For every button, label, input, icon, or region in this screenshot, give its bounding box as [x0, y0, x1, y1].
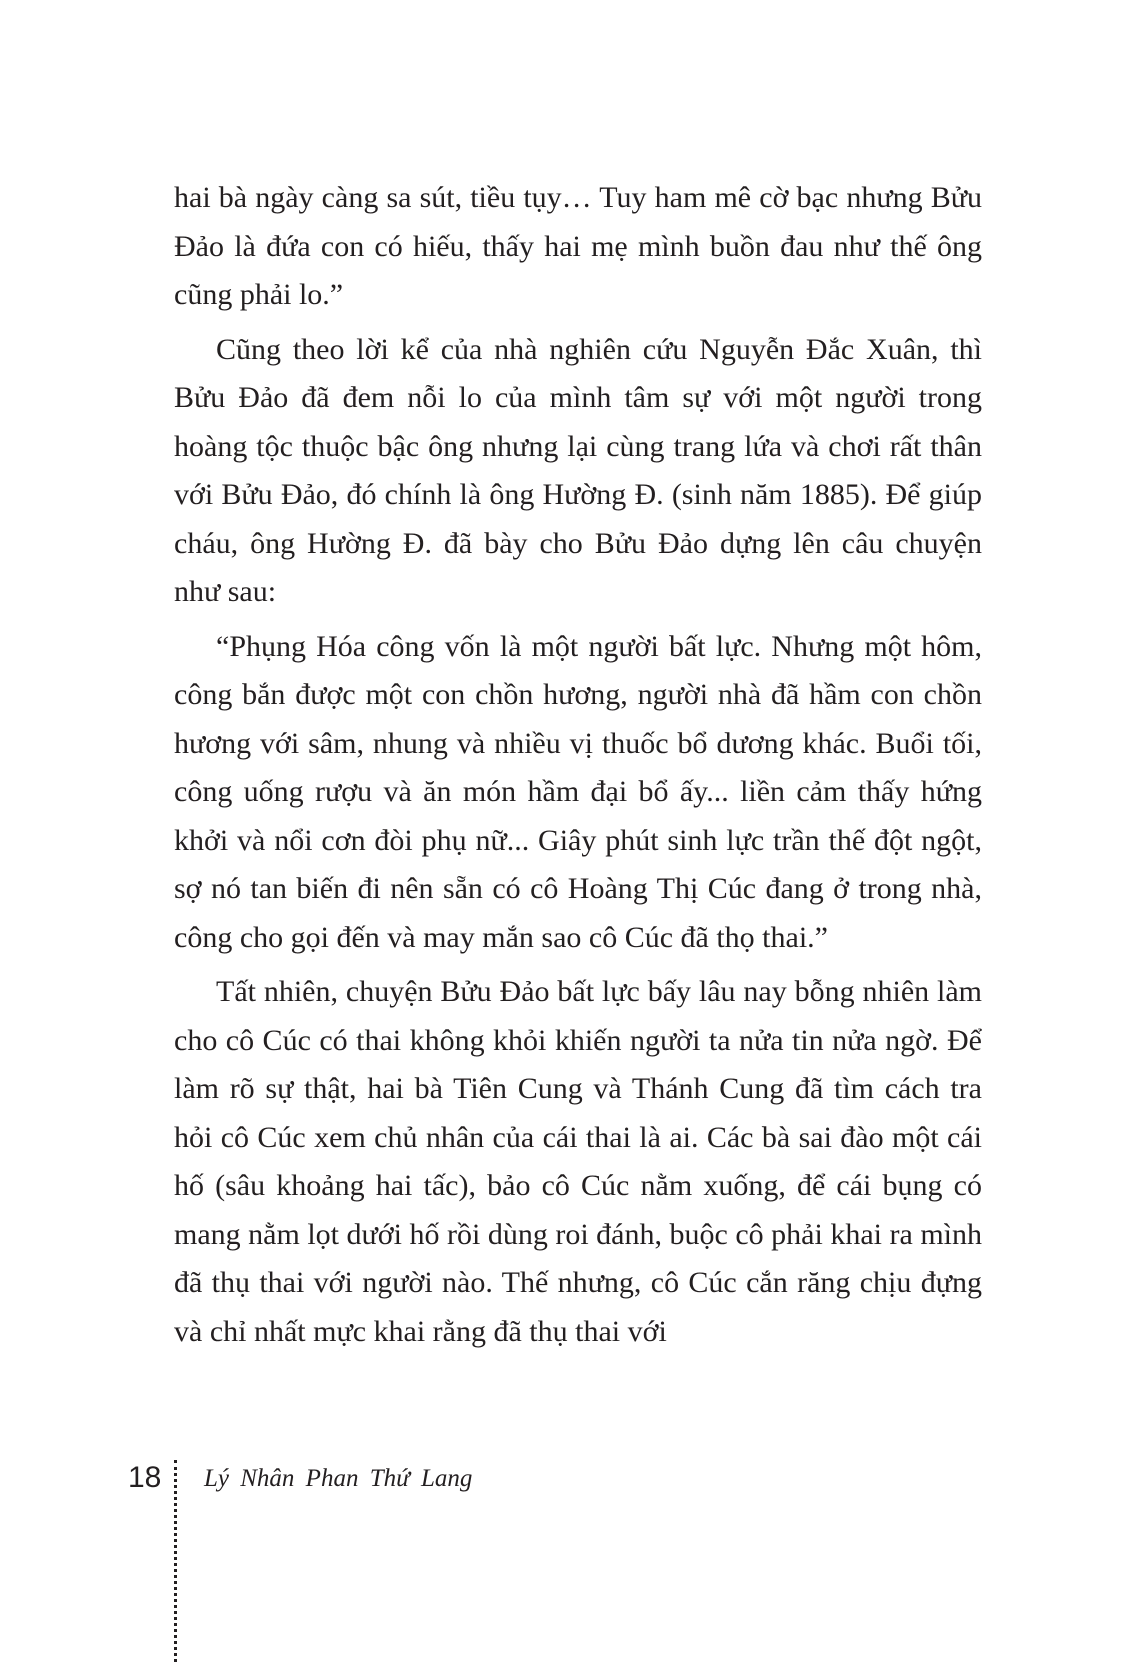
paragraph-2: Cũng theo lời kể của nhà nghiên cứu Nguyễn Đắc Xuân, thì Bửu Đảo đã đem nỗi lo của mình tâm sự với một người trong hoàng tộc thuộc bậc ông nhưng lại cùng trang lứa và chơi rất thân với Bửu Đảo, đó chính là ông Hường Đ. (sinh năm 1885). Để giúp cháu, ông Hường Đ. đã bày cho Bửu Đảo dựng lên câu chuyện như sau:: [174, 332, 982, 608]
running-title-author: Lý Nhân Phan Thứ Lang: [204, 1465, 473, 1492]
body-text: [174, 174, 982, 1362]
page-number: 18: [128, 1461, 162, 1494]
page-footer: [0, 1460, 1125, 1662]
paragraph-1: hai bà ngày càng sa sút, tiều tụy… Tuy ham mê cờ bạc nhưng Bửu Đảo là đứa con có hiếu, thấy hai mẹ mình buồn đau như thế ông cũng phải lo.”: [174, 181, 982, 311]
paragraph-3-quote: “Phụng Hóa công vốn là một người bất lực. Nhưng một hôm, công bắn được một con chồn hương, người nhà đã hầm con chồn hương với sâm, nhung và nhiều vị thuốc bổ dương khác. Buổi tối, công uống rượu và ăn món hầm đại bổ ấy... liền cảm thấy hứng khởi và nổi cơn đòi phụ nữ... Giây phút sinh lực trần thế đột ngột, sợ nó tan biến đi nên sẵn có cô Hoàng Thị Cúc đang ở trong nhà, công cho gọi đến và may mắn sao cô Cúc đã thọ thai.”: [174, 629, 982, 954]
dotted-divider: [174, 1460, 177, 1662]
paragraph-4: Tất nhiên, chuyện Bửu Đảo bất lực bấy lâu nay bỗng nhiên làm cho cô Cúc có thai không khỏi khiến người ta nửa tin nửa ngờ. Để làm rõ sự thật, hai bà Tiên Cung và Thánh Cung đã tìm cách tra hỏi cô Cúc xem chủ nhân của cái thai là ai. Các bà sai đào một cái hố (sâu khoảng hai tấc), bảo cô Cúc nằm xuống, để cái bụng có mang nằm lọt dưới hố rồi dùng roi đánh, buộc cô phải khai ra mình đã thụ thai với người nào. Thế nhưng, cô Cúc cắn răng chịu đựng và chỉ nhất mực khai rằng đã thụ thai với: [174, 975, 982, 1348]
